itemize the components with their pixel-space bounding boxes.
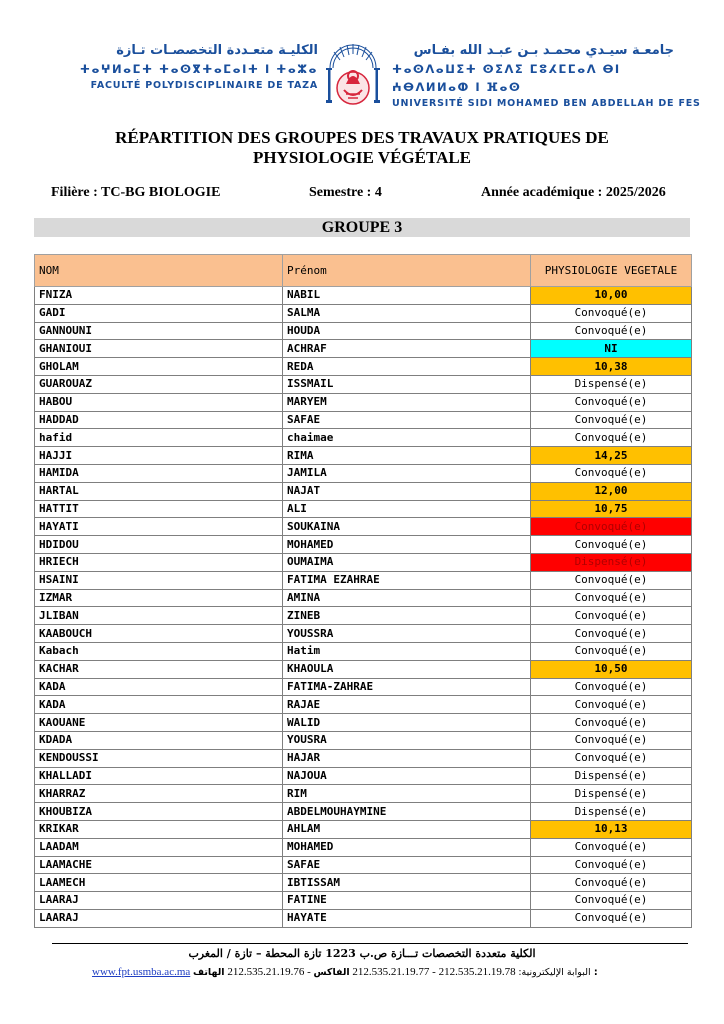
cell-result: NI	[531, 340, 692, 358]
cell-prenom: SAFAE	[283, 856, 531, 874]
cell-nom: LAARAJ	[35, 892, 283, 910]
cell-prenom: JAMILA	[283, 464, 531, 482]
cell-result: Convoqué(e)	[531, 429, 692, 447]
footer-divider	[52, 943, 688, 944]
cell-prenom: chaimae	[283, 429, 531, 447]
phone-label: الهاتف :	[193, 967, 598, 978]
cell-result: Convoqué(e)	[531, 393, 692, 411]
cell-prenom: REDA	[283, 358, 531, 376]
table-row	[35, 393, 692, 411]
cell-result: Convoqué(e)	[531, 749, 692, 767]
cell-nom: KACHAR	[35, 660, 283, 678]
document-title	[0, 128, 724, 168]
table-row	[35, 464, 692, 482]
university-name-tifinagh: ⵜⴰⵙⴷⴰⵡⵉⵜ ⵙⵉⴷⵉ ⵎⵓⵃⵎⵎⴰⴷ ⴱⵏ ⵄⴱⴷⵍⵍⴰⵀ ⵏ ⴼⴰⵙ	[392, 62, 621, 94]
cell-result: 10,13	[531, 820, 692, 838]
cell-nom: KHALLADI	[35, 767, 283, 785]
cell-prenom: RIMA	[283, 447, 531, 465]
table-row	[35, 838, 692, 856]
cell-prenom: SALMA	[283, 304, 531, 322]
table-row	[35, 714, 692, 732]
cell-result: Convoqué(e)	[531, 571, 692, 589]
cell-result: Convoqué(e)	[531, 518, 692, 536]
cell-nom: HARTAL	[35, 482, 283, 500]
cell-result: Dispensé(e)	[531, 553, 692, 571]
cell-result: Dispensé(e)	[531, 375, 692, 393]
table-row	[35, 874, 692, 892]
cell-nom: HDIDOU	[35, 536, 283, 554]
table-row	[35, 642, 692, 660]
cell-prenom: SOUKAINA	[283, 518, 531, 536]
table-row	[35, 304, 692, 322]
cell-prenom: ZINEB	[283, 607, 531, 625]
cell-prenom: KHAOULA	[283, 660, 531, 678]
cell-prenom: ABDELMOUHAYMINE	[283, 803, 531, 821]
table-row	[35, 536, 692, 554]
table-row	[35, 856, 692, 874]
cell-prenom: ISSMAIL	[283, 375, 531, 393]
column-header-prenom: Prénom	[283, 255, 531, 287]
cell-nom: HABOU	[35, 393, 283, 411]
cell-nom: KHOUBIZA	[35, 803, 283, 821]
cell-result: Dispensé(e)	[531, 785, 692, 803]
cell-nom: FNIZA	[35, 287, 283, 305]
table-row	[35, 447, 692, 465]
cell-prenom: ALI	[283, 500, 531, 518]
cell-nom: KRIKAR	[35, 820, 283, 838]
cell-nom: KADA	[35, 696, 283, 714]
cell-nom: HRIECH	[35, 553, 283, 571]
cell-nom: GHOLAM	[35, 358, 283, 376]
cell-result: 10,00	[531, 287, 692, 305]
table-row	[35, 767, 692, 785]
cell-prenom: MOHAMED	[283, 838, 531, 856]
cell-result: Dispensé(e)	[531, 767, 692, 785]
cell-prenom: FATIMA EZAHRAE	[283, 571, 531, 589]
cell-result: Convoqué(e)	[531, 856, 692, 874]
table-row	[35, 358, 692, 376]
cell-result: Convoqué(e)	[531, 731, 692, 749]
website-link[interactable]: www.fpt.usmba.ac.ma	[92, 966, 191, 978]
cell-result: Convoqué(e)	[531, 642, 692, 660]
cell-result: 10,50	[531, 660, 692, 678]
cell-prenom: NABIL	[283, 287, 531, 305]
table-row	[35, 625, 692, 643]
cell-result: 10,38	[531, 358, 692, 376]
cell-result: Dispensé(e)	[531, 803, 692, 821]
cell-nom: Kabach	[35, 642, 283, 660]
group-heading: GROUPE 3	[34, 218, 690, 237]
cell-nom: LAAMACHE	[35, 856, 283, 874]
cell-result: Convoqué(e)	[531, 892, 692, 910]
cell-nom: GHANIOUI	[35, 340, 283, 358]
cell-nom: GANNOUNI	[35, 322, 283, 340]
table-row	[35, 482, 692, 500]
table-row	[35, 375, 692, 393]
cell-prenom: MOHAMED	[283, 536, 531, 554]
university-name-french: UNIVERSITÉ SIDI MOHAMED BEN ABDELLAH DE FES	[392, 98, 701, 109]
cell-result: 12,00	[531, 482, 692, 500]
cell-nom: KDADA	[35, 731, 283, 749]
university-name-arabic: جامعـة سيـدي محمـد بـن عبـد الله بفـاس	[413, 43, 674, 58]
university-block	[392, 42, 701, 112]
table-row	[35, 571, 692, 589]
student-table	[34, 254, 692, 928]
cell-prenom: MARYEM	[283, 393, 531, 411]
cell-nom: HADDAD	[35, 411, 283, 429]
cell-result: Convoqué(e)	[531, 714, 692, 732]
cell-result: Convoqué(e)	[531, 696, 692, 714]
table-row	[35, 287, 692, 305]
cell-result: Convoqué(e)	[531, 838, 692, 856]
cell-nom: IZMAR	[35, 589, 283, 607]
table-row	[35, 909, 692, 927]
cell-nom: hafid	[35, 429, 283, 447]
cell-result: 10,75	[531, 500, 692, 518]
cell-nom: GUAROUAZ	[35, 375, 283, 393]
table-row	[35, 660, 692, 678]
fax-number-2: 212.535.21.19.78	[438, 966, 516, 978]
cell-prenom: RIM	[283, 785, 531, 803]
portal-label: البوابة الإليكترونية:	[518, 967, 591, 978]
column-header-physiologie: PHYSIOLOGIE VEGETALE	[531, 255, 692, 287]
cell-prenom: OUMAIMA	[283, 553, 531, 571]
cell-prenom: Hatim	[283, 642, 531, 660]
table-row	[35, 518, 692, 536]
cell-nom: HATTIT	[35, 500, 283, 518]
faculty-name-arabic: الكليـة متعـددة التخصصـات تـازة	[116, 43, 318, 58]
cell-prenom: AHLAM	[283, 820, 531, 838]
table-row	[35, 411, 692, 429]
cell-prenom: FATIMA-ZAHRAE	[283, 678, 531, 696]
cell-prenom: SAFAE	[283, 411, 531, 429]
table-row	[35, 607, 692, 625]
cell-nom: KADA	[35, 678, 283, 696]
table-row	[35, 340, 692, 358]
table-row	[35, 429, 692, 447]
footer-address: الكلية متعددة التخصصات تـــازة ص.ب 1223 تازة المحطة – تازة / المغرب	[188, 947, 536, 960]
cell-prenom: YOUSRA	[283, 731, 531, 749]
fax-number: 212.535.21.19.77	[352, 966, 430, 978]
table-header-row	[35, 255, 692, 287]
cell-result: Convoqué(e)	[531, 589, 692, 607]
cell-result: Convoqué(e)	[531, 678, 692, 696]
footer-contacts: www.fpt.usmba.ac.ma البوابة الإليكترونية: 212.535.21.19.78 - 212.535.21.19.77 الفاكس - 212.535.21.19.76 الهاتف :	[92, 966, 598, 978]
cell-nom: KAOUANE	[35, 714, 283, 732]
cell-result: Convoqué(e)	[531, 607, 692, 625]
cell-nom: HAMIDA	[35, 464, 283, 482]
table-body	[35, 287, 692, 928]
table-row	[35, 785, 692, 803]
cell-nom: JLIBAN	[35, 607, 283, 625]
table-row	[35, 322, 692, 340]
cell-result: Convoqué(e)	[531, 304, 692, 322]
cell-result: 14,25	[531, 447, 692, 465]
table-row	[35, 678, 692, 696]
table-row	[35, 803, 692, 821]
filiere-label: Filière : TC-BG BIOLOGIE	[51, 185, 221, 200]
cell-nom: HAYATI	[35, 518, 283, 536]
cell-prenom: IBTISSAM	[283, 874, 531, 892]
cell-result: Convoqué(e)	[531, 625, 692, 643]
cell-result: Convoqué(e)	[531, 874, 692, 892]
faculty-name-tifinagh: ⵜⴰⵖⵍⴰⵎⵜ ⵜⴰⵙⴳⵜⴰⵎⴰⵏⵜ ⵏ ⵜⴰⵣⴰ	[79, 62, 318, 76]
annee-label: Année académique : 2025/2026	[481, 185, 666, 200]
cell-prenom: ACHRAF	[283, 340, 531, 358]
cell-nom: LAARAJ	[35, 909, 283, 927]
letterhead	[0, 38, 724, 108]
cell-prenom: YOUSSRA	[283, 625, 531, 643]
table-row	[35, 500, 692, 518]
cell-prenom: NAJOUA	[283, 767, 531, 785]
table-row	[35, 553, 692, 571]
table-row	[35, 696, 692, 714]
cell-prenom: HAJAR	[283, 749, 531, 767]
faculty-block	[48, 42, 318, 94]
cell-prenom: AMINA	[283, 589, 531, 607]
faculty-name-french: FACULTÉ POLYDISCIPLINAIRE DE TAZA	[90, 80, 318, 91]
cell-nom: GADI	[35, 304, 283, 322]
cell-result: Convoqué(e)	[531, 322, 692, 340]
cell-prenom: HOUDA	[283, 322, 531, 340]
cell-result: Convoqué(e)	[531, 536, 692, 554]
table-row	[35, 731, 692, 749]
university-emblem-icon	[322, 38, 384, 108]
cell-nom: KAABOUCH	[35, 625, 283, 643]
fax-label: الفاكس	[313, 967, 350, 978]
cell-nom: KENDOUSSI	[35, 749, 283, 767]
cell-nom: KHARRAZ	[35, 785, 283, 803]
table-row	[35, 749, 692, 767]
table-row	[35, 892, 692, 910]
cell-nom: HSAINI	[35, 571, 283, 589]
cell-prenom: WALID	[283, 714, 531, 732]
cell-result: Convoqué(e)	[531, 411, 692, 429]
column-header-nom: NOM	[35, 255, 283, 287]
semestre-label: Semestre : 4	[309, 185, 382, 200]
cell-prenom: HAYATE	[283, 909, 531, 927]
table-row	[35, 589, 692, 607]
phone-number: 212.535.21.19.76	[227, 966, 305, 978]
cell-prenom: NAJAT	[283, 482, 531, 500]
title-line-2: PHYSIOLOGIE VÉGÉTALE	[252, 148, 472, 167]
cell-nom: HAJJI	[35, 447, 283, 465]
cell-nom: LAAMECH	[35, 874, 283, 892]
cell-nom: LAADAM	[35, 838, 283, 856]
cell-result: Convoqué(e)	[531, 909, 692, 927]
cell-prenom: RAJAE	[283, 696, 531, 714]
cell-prenom: FATINE	[283, 892, 531, 910]
cell-result: Convoqué(e)	[531, 464, 692, 482]
table-row	[35, 820, 692, 838]
title-line-1: RÉPARTITION DES GROUPES DES TRAVAUX PRATIQUES DE	[115, 128, 609, 147]
